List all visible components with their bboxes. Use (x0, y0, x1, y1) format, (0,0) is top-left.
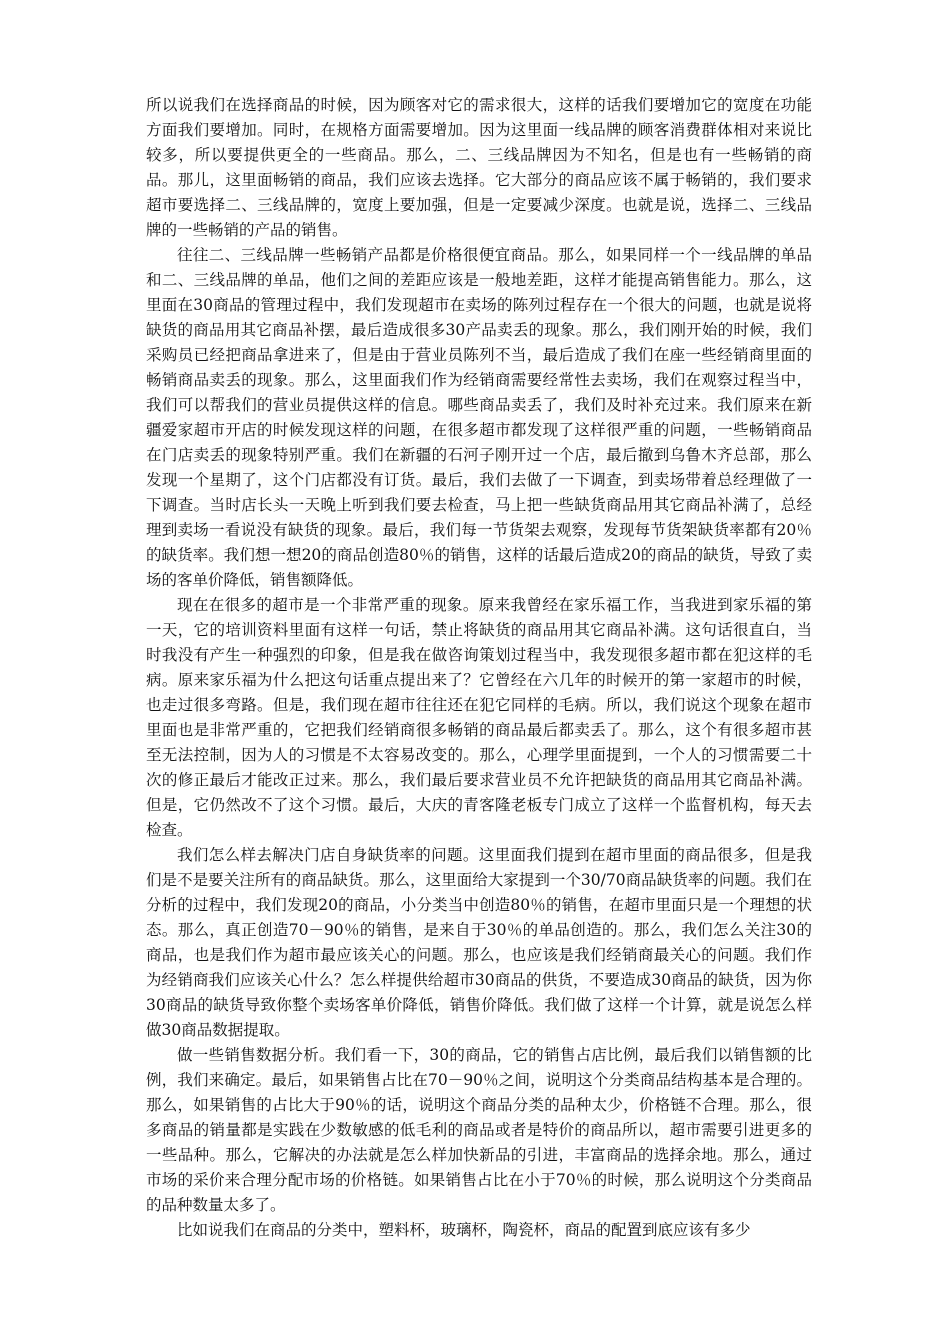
document-page (146, 93, 812, 1243)
paragraph-sales-data-analysis: 做一些销售数据分析。我们看一下，30的商品，它的销售占店比例，最后我们以销售额的比例，我们来确定。最后，如果销售占比在70－90％之间，说明这个分类商品结构基本是合理的。那么，如果销售的占比大于90％的话，说明这个商品分类的品种太少，价格链不合理。那么，很多商品的销量都是实践在少数敏感的低毛利的商品或者是特价的商品所以，超市需要引进更多的一些品种。那么，它解决的办法就是怎么样加快新品的引进，丰富商品的选择余地。那么，通过市场的采价来合理分配市场的价格链。如果销售占比在小于70％的时候，那么说明这个分类商品的品种数量太多了。 (146, 1046, 812, 1214)
paragraph-carrefour-experience: 现在在很多的超市是一个非常严重的现象。原来我曾经在家乐福工作，当我进到家乐福的第一天，它的培训资料里面有这样一句话，禁止将缺货的商品用其它商品补满。这句话很直白，当时我没有产生一种强烈的印象，但是我在做咨询策划过程当中，我发现很多超市都在犯这样的毛病。原来家乐福为什么把这句话重点提出来了？它曾经在六几年的时候开的第一家超市的时候，也走过很多弯路。但是，我们现在超市往往还在犯它同样的毛病。所以，我们说这个现象在超市里面也是非常严重的，它把我们经销商很多畅销的商品最后都卖丢了。那么，这个有很多超市甚至无法控制，因为人的习惯是不太容易改变的。那么，心理学里面提到，一个人的习惯需要二十次的修正最后才能改正过来。那么，我们最后要求营业员不允许把缺货的商品用其它商品补满。但是，它仍然改不了这个习惯。最后，大庆的青客隆老板专门成立了这样一个监督机构，每天去检查。 (146, 596, 812, 839)
paragraph-out-of-stock-display: 往往二、三线品牌一些畅销产品都是价格很便宜商品。那么，如果同样一个一线品牌的单品和二、三线品牌的单品，他们之间的差距应该是一般地差距，这样才能提高销售能力。那么，这里面在30商品的管理过程中，我们发现超市在卖场的陈列过程存在一个很大的问题，也就是说将缺货的商品用其它商品补摆，最后造成很多30产品卖丢的现象。那么，我们刚开始的时候，我们采购员已经把商品拿进来了，但是由于营业员陈列不当，最后造成了我们在座一些经销商里面的畅销商品卖丢的现象。那么，这里面我们作为经销商需要经常性去卖场，我们在观察过程当中，我们可以帮我们的营业员提供这样的信息。哪些商品卖丢了，我们及时补充过来。我们原来在新疆爱家超市开店的时候发现这样的问题，在很多超市都发现了这样很严重的问题，一些畅销商品在门店卖丢的现象特别严重。我们在新疆的石河子刚开过一个店，最后撤到乌鲁木齐总部，那么发现一个星期了，这个门店都没有订货。最后，我们去做了一下调查，到卖场带着总经理做了一下调查。当时店长头一天晚上听到我们要去检查，马上把一些缺货商品用其它商品补满了，总经理到卖场一看说没有缺货的现象。最后，我们每一节货架去观察，发现每节货架缺货率都有20％的缺货率。我们想一想20的商品创造80％的销售，这样的话最后造成20的商品的缺货，导致了卖场的客单价降低，销售额降低。 (146, 246, 812, 589)
paragraph-product-selection: 所以说我们在选择商品的时候，因为顾客对它的需求很大，这样的话我们要增加它的宽度在功能方面我们要增加。同时，在规格方面需要增加。因为这里面一线品牌的顾客消费群体相对来说比较多，所以要提供更全的一些商品。那么，二、三线品牌因为不知名，但是也有一些畅销的商品。那儿，这里面畅销的商品，我们应该去选择。它大部分的商品应该不属于畅销的，我们要求超市要选择二、三线品牌的，宽度上要加强，但是一定要减少深度。也就是说，选择二、三线品牌的一些畅销的产品的销售。 (146, 96, 812, 239)
paragraph-30-70-stockout-rate: 我们怎么样去解决门店自身缺货率的问题。这里面我们提到在超市里面的商品很多，但是我们是不是要关注所有的商品缺货。那么，这里面给大家提到一个30/70商品缺货率的问题。我们在分析的过程中，我们发现20的商品，小分类当中创造80％的销售，在超市里面只是一个理想的状态。那么，真正创造70－90％的销售，是来自于30％的单品创造的。那么，我们怎么关注30的商品，也是我们作为超市最应该关心的问题。那么，也应该是我们经销商最关心的问题。我们作为经销商我们应该关心什么？怎么样提供给超市30商品的供货，不要造成30商品的缺货，因为你30商品的缺货导致你整个卖场客单价降低，销售价降低。我们做了这样一个计算，就是说怎么样做30商品数据提取。 (146, 846, 812, 1039)
paragraph-category-example: 比如说我们在商品的分类中，塑料杯，玻璃杯，陶瓷杯，商品的配置到底应该有多少 (177, 1221, 751, 1239)
